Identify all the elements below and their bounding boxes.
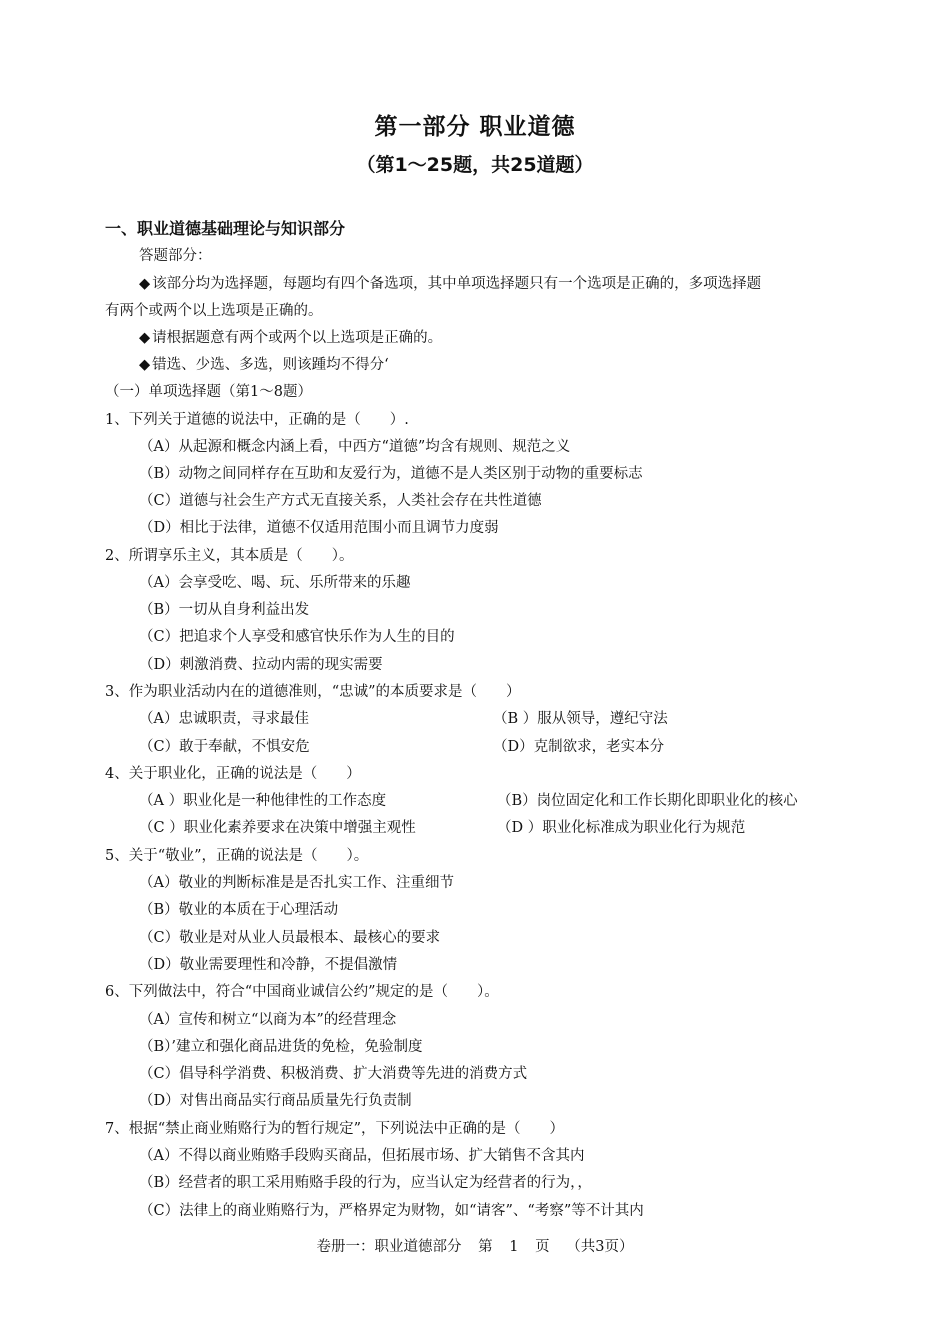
question-stem: 4、关于职业化，正确的说法是（ ） bbox=[105, 766, 361, 782]
answer-option: （C）敢于奉献，不惧安危 bbox=[139, 739, 310, 755]
diamond-bullet-icon: ◆ bbox=[139, 357, 151, 373]
answer-option: （B）敬业的本质在于心理活动 bbox=[139, 902, 339, 918]
page-footer bbox=[0, 1235, 950, 1256]
diamond-bullet-icon: ◆ bbox=[139, 330, 151, 346]
footer-total-pages: （共3页） bbox=[566, 1239, 634, 1255]
answer-option: （B）’建立和强化商品进货的免检，免验制度 bbox=[139, 1039, 423, 1055]
answer-option: （C）敬业是对从业人员最根本、最核心的要求 bbox=[139, 930, 441, 946]
answer-option: （A）忠诚职责，寻求最佳 bbox=[139, 711, 309, 727]
answer-option: （B）经营者的职工采用贿赂手段的行为，应当认定为经营者的行为，， bbox=[139, 1175, 592, 1191]
answer-option: （A）敬业的判断标准是是否扎实工作、注重细节 bbox=[139, 875, 454, 891]
note-1-continued: 有两个或两个以上选项是正确的。 bbox=[105, 303, 323, 319]
question-stem: 7、根据“禁止商业贿赂行为的暂行规定”，下列说法中正确的是（ ） bbox=[105, 1121, 565, 1137]
answer-option: （B）动物之间同样存在互助和友爱行为，道德不是人类区别于动物的重要标志 bbox=[139, 466, 643, 482]
answer-option: （A）从起源和概念内涵上看，中西方“道德”均含有规则、规范之义 bbox=[139, 439, 571, 455]
answer-option: （D）敬业需要理性和冷静，不提倡激情 bbox=[139, 957, 398, 973]
answer-option: （A ）职业化是一种他律性的工作态度 bbox=[139, 793, 387, 809]
answer-option: （D）对售出商品实行商品质量先行负责制 bbox=[139, 1093, 412, 1109]
answer-option: （D）克制欲求，老实本分 bbox=[493, 739, 665, 755]
question-stem: 2、所谓享乐主义，其本质是（ ）。 bbox=[105, 548, 354, 564]
question-stem: 1、下列关于道德的说法中，正确的是（ ）. bbox=[105, 412, 409, 428]
answer-option: （C）法律上的商业贿赂行为，严格界定为财物，如“请客”、“考察”等不计其内 bbox=[139, 1203, 644, 1219]
answer-option: （A）宣传和树立“以商为本”的经营理念 bbox=[139, 1012, 397, 1028]
note-3 bbox=[139, 355, 389, 375]
answer-option: （A）不得以商业贿赂手段购买商品，但拓展市场、扩大销售不含其内 bbox=[139, 1148, 585, 1164]
page-subtitle: （第1～25题，共25道题） bbox=[356, 154, 594, 176]
answer-option: （C）道德与社会生产方式无直接关系，人类社会存在共性道德 bbox=[139, 493, 542, 509]
diamond-bullet-icon: ◆ bbox=[139, 276, 151, 292]
question-stem: 6、下列做法中，符合“中国商业诚信公约”规定的是（ ）。 bbox=[105, 984, 499, 1000]
note-3-text: 错选、少选、多选，则该踵均不得分‘ bbox=[152, 357, 389, 373]
page-title: 第一部分 职业道德 bbox=[374, 114, 576, 140]
answer-option: （D ）职业化标准成为职业化行为规范 bbox=[497, 820, 746, 836]
footer-volume: 卷册一：职业道德部分 bbox=[316, 1239, 462, 1255]
answer-option: （C）倡导科学消费、积极消费、扩大消费等先进的消费方式 bbox=[139, 1066, 528, 1082]
answer-option: （B ）服从领导，遵纪守法 bbox=[493, 711, 668, 727]
question-stem: 5、关于“敬业”，正确的说法是（ ）。 bbox=[105, 848, 369, 864]
answer-option: （D）相比于法律，道德不仅适用范围小而且调节力度弱 bbox=[139, 520, 499, 536]
note-2-text: 请根据题意有两个或两个以上选项是正确的。 bbox=[152, 330, 443, 346]
answer-option: （C ）职业化素养要求在决策中增强主观性 bbox=[139, 820, 416, 836]
footer-page-suffix: 页 bbox=[535, 1239, 550, 1255]
question-stem: 3、作为职业活动内在的道德准则，“忠诚”的本质要求是（ ） bbox=[105, 684, 521, 700]
section-heading: 一、职业道德基础理论与知识部分 bbox=[105, 219, 346, 238]
answer-option: （B）一切从自身利益出发 bbox=[139, 602, 310, 618]
note-2 bbox=[139, 328, 442, 348]
note-1-text: 该部分均为选择题，每题均有四个备选项，其中单项选择题只有一个选项是正确的，多项选择题 bbox=[152, 276, 762, 292]
footer-page-number: 1 bbox=[509, 1239, 519, 1255]
footer-page-prefix: 第 bbox=[478, 1239, 493, 1255]
answer-option: （D）刺激消费、拉动内需的现实需要 bbox=[139, 657, 383, 673]
answer-option: （C）把追求个人享受和感官快乐作为人生的目的 bbox=[139, 629, 455, 645]
answer-option: （B）岗位固定化和工作长期化即职业化的核心 bbox=[497, 793, 798, 809]
note-1 bbox=[139, 274, 761, 294]
answer-option: （A）会享受吃、喝、玩、乐所带来的乐趣 bbox=[139, 575, 411, 591]
subsection-heading: （一）单项选择题（第1～8题） bbox=[105, 384, 312, 400]
answer-label: 答题部分： bbox=[139, 248, 212, 264]
